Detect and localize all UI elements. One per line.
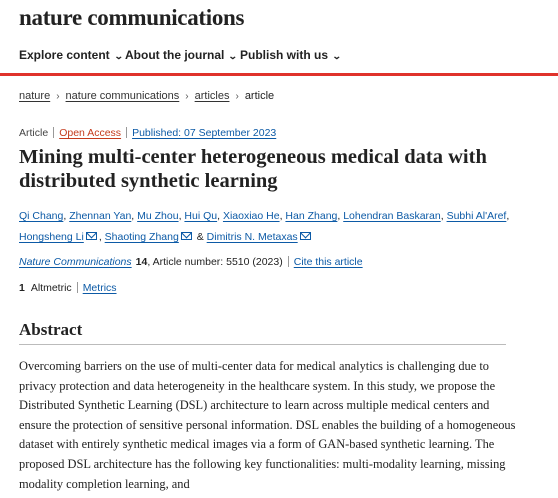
- author-link[interactable]: Shaoting Zhang: [104, 231, 179, 243]
- metrics-link[interactable]: Metrics: [82, 282, 117, 294]
- author-link[interactable]: Subhi Al'Aref: [446, 210, 507, 222]
- abstract-text: Overcoming barriers on the use of multi-center data for medical analytics is challenging due to privacy protection and data heterogeneity in the healthcare system. In this study, we propose the Distributed Synthetic Learning (DSL) architecture to learn across multiple medical centers and ensure the protection of sensitive personal information. DSL enables the building of a homogeneous dataset with entirely synthetic medical images via a form of GAN-based synthetic learning. The proposed DSL architecture has the following key functionalities: multi-modality learning, missing modality completion learning, and: [19, 359, 516, 491]
- author-ampersand: &: [196, 231, 204, 243]
- breadcrumb-nature[interactable]: nature: [19, 90, 51, 102]
- nav-about-journal[interactable]: [125, 48, 237, 62]
- chevron-down-icon: ⌄: [113, 51, 124, 61]
- abstract-heading: Abstract: [19, 320, 83, 339]
- altmetric-score: 1: [19, 282, 25, 294]
- nav-publish-with-us-label: Publish with us: [240, 48, 329, 62]
- author-link[interactable]: Han Zhang: [285, 210, 338, 222]
- email-icon[interactable]: [300, 232, 311, 240]
- breadcrumb-current: article: [244, 90, 275, 102]
- author-link[interactable]: Zhennan Yan: [69, 210, 132, 222]
- divider: [288, 256, 289, 267]
- author-link[interactable]: Xiaoxiao He: [222, 210, 280, 222]
- author-link[interactable]: Lohendran Baskaran: [343, 210, 441, 222]
- volume-number: 14: [135, 256, 148, 268]
- abstract-divider: [19, 344, 506, 345]
- nav-publish-with-us[interactable]: [240, 48, 341, 62]
- article-meta: [19, 127, 276, 139]
- chevron-down-icon: ⌄: [228, 51, 239, 61]
- author-list: Qi Chang, Zhennan Yan, Mu Zhou, Hui Qu, Xiaoxiao He, Han Zhang, Lohendran Baskaran, Subhi Al'Aref, Hongsheng Li , Shaoting Zhang & Dimitris N. Metaxas: [19, 210, 510, 243]
- article-type: Article: [19, 127, 49, 139]
- breadcrumb: [19, 90, 274, 102]
- breadcrumb-articles[interactable]: articles: [194, 90, 230, 102]
- open-access-link[interactable]: Open Access: [59, 127, 122, 139]
- chevron-right-icon: ›: [235, 91, 239, 102]
- divider: [53, 127, 54, 138]
- breadcrumb-nature-communications[interactable]: nature communications: [65, 90, 180, 102]
- main-nav: [0, 42, 558, 72]
- chevron-right-icon: ›: [56, 91, 60, 102]
- journal-link[interactable]: Nature Communications: [19, 256, 132, 268]
- citation-line: [19, 256, 363, 268]
- nav-explore-content[interactable]: [19, 48, 122, 62]
- author-link[interactable]: Hui Qu: [184, 210, 218, 222]
- published-date[interactable]: Published: 07 September 2023: [132, 127, 277, 139]
- nav-explore-content-label: Explore content: [19, 48, 110, 62]
- cite-this-article-link[interactable]: Cite this article: [293, 256, 363, 268]
- chevron-down-icon: ⌄: [331, 51, 342, 61]
- article-title: Mining multi-center heterogeneous medical data with distributed synthetic learning: [19, 146, 487, 192]
- email-icon[interactable]: [181, 232, 192, 240]
- author-link[interactable]: Hongsheng Li: [19, 231, 84, 243]
- altmetric-label: Altmetric: [30, 282, 72, 294]
- email-icon[interactable]: [86, 232, 97, 240]
- chevron-right-icon: ›: [185, 91, 189, 102]
- author-link[interactable]: Qi Chang: [19, 210, 64, 222]
- divider: [77, 282, 78, 293]
- site-logo[interactable]: nature communications: [19, 5, 245, 30]
- divider: [126, 127, 127, 138]
- nav-about-journal-label: About the journal: [125, 48, 225, 62]
- article-metrics: [19, 282, 117, 294]
- author-link[interactable]: Dimitris N. Metaxas: [206, 231, 298, 243]
- author-link[interactable]: Mu Zhou: [137, 210, 179, 222]
- nav-divider: [0, 73, 558, 76]
- article-number: , Article number: 5510 (2023): [147, 256, 283, 268]
